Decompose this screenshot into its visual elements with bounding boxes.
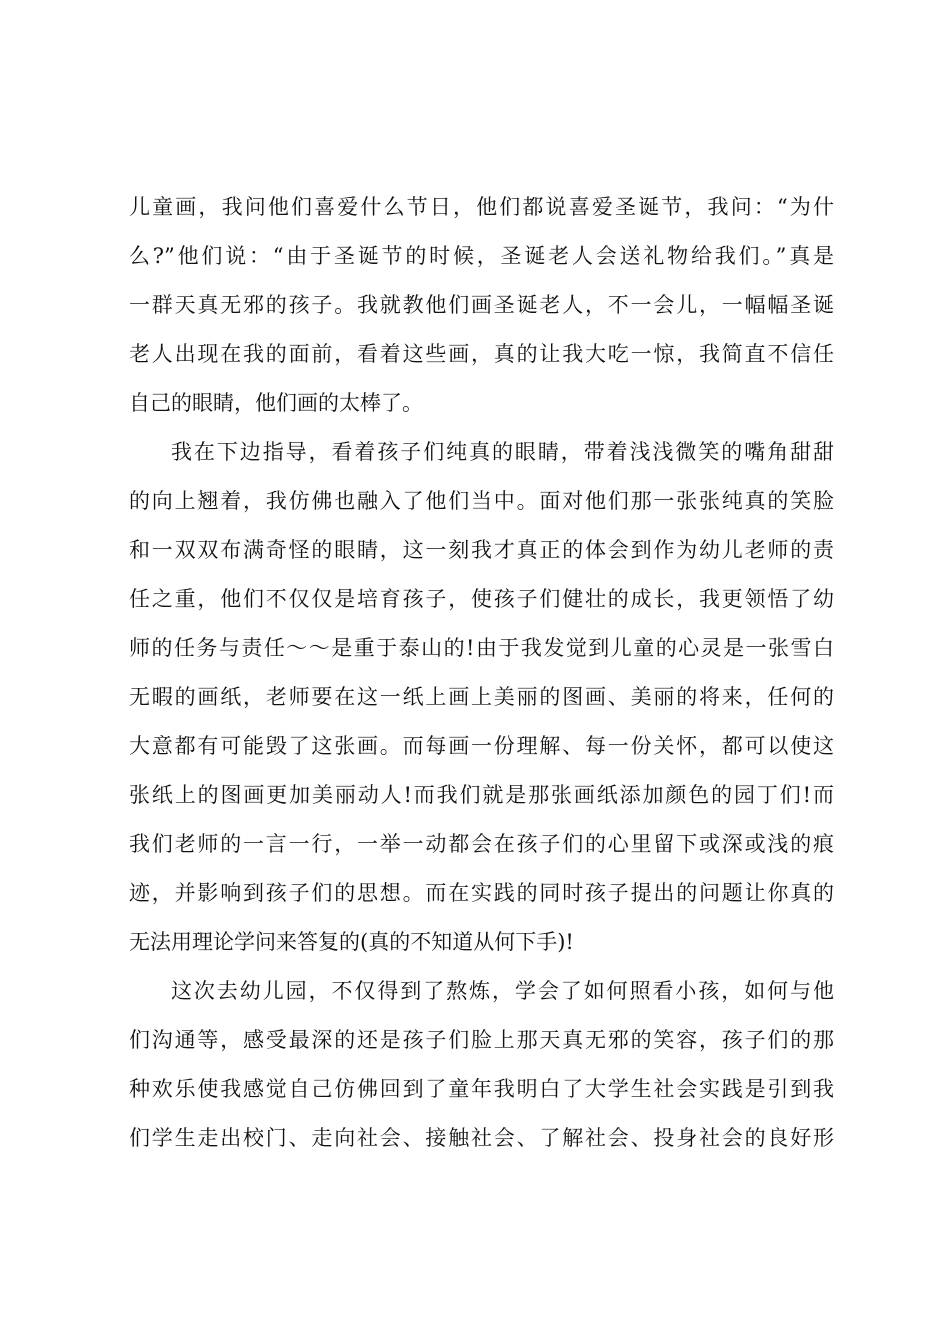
- text-line: 张纸上的图画更加美丽动人!而我们就是那张画纸添加颜色的园丁们!而: [129, 783, 834, 807]
- text-line: 么?”他们说：“由于圣诞节的时候，圣诞老人会送礼物给我们。”真是: [129, 244, 834, 268]
- text-line: 我们老师的一言一行，一举一动都会在孩子们的心里留下或深或浅的痕: [129, 832, 834, 856]
- paragraph-3: [129, 967, 834, 1163]
- paragraph-2: [129, 428, 834, 967]
- text-line: 大意都有可能毁了这张画。而每画一份理解、每一份关怀，都可以使这: [129, 734, 834, 758]
- text-line: 无法用理论学问来答复的(真的不知道从何下手)!: [129, 930, 574, 954]
- paragraph-1: [129, 183, 834, 428]
- text-line: 师的任务与责任～～是重于泰山的!由于我发觉到儿童的心灵是一张雪白: [129, 636, 834, 660]
- text-line: 们学生走出校门、走向社会、接触社会、了解社会、投身社会的良好形: [129, 1126, 834, 1150]
- text-line: 们沟通等，感受最深的还是孩子们脸上那天真无邪的笑容，孩子们的那: [129, 1028, 834, 1052]
- text-line: 任之重，他们不仅仅是培育孩子，使孩子们健壮的成长，我更领悟了幼: [129, 587, 834, 611]
- text-line: 种欢乐使我感觉自己仿佛回到了童年我明白了大学生社会实践是引到我: [129, 1077, 834, 1101]
- text-line: 老人出现在我的面前，看着这些画，真的让我大吃一惊，我简直不信任: [129, 342, 834, 366]
- text-line: 一群天真无邪的孩子。我就教他们画圣诞老人，不一会儿，一幅幅圣诞: [129, 293, 834, 317]
- text-line: 无暇的画纸，老师要在这一纸上画上美丽的图画、美丽的将来，任何的: [129, 685, 834, 709]
- text-line: 我在下边指导，看着孩子们纯真的眼睛，带着浅浅微笑的嘴角甜甜: [171, 440, 834, 464]
- text-line: 的向上翘着，我仿佛也融入了他们当中。面对他们那一张张纯真的笑脸: [129, 489, 834, 513]
- text-line: 儿童画，我问他们喜爱什么节日，他们都说喜爱圣诞节，我问：“为什: [129, 195, 834, 219]
- text-line: 这次去幼儿园，不仅得到了熬炼，学会了如何照看小孩，如何与他: [171, 979, 834, 1003]
- text-line: 迹，并影响到孩子们的思想。而在实践的同时孩子提出的问题让你真的: [129, 881, 834, 905]
- text-line: 和一双双布满奇怪的眼睛，这一刻我才真正的体会到作为幼儿老师的责: [129, 538, 834, 562]
- text-line: 自己的眼睛，他们画的太棒了。: [129, 391, 423, 415]
